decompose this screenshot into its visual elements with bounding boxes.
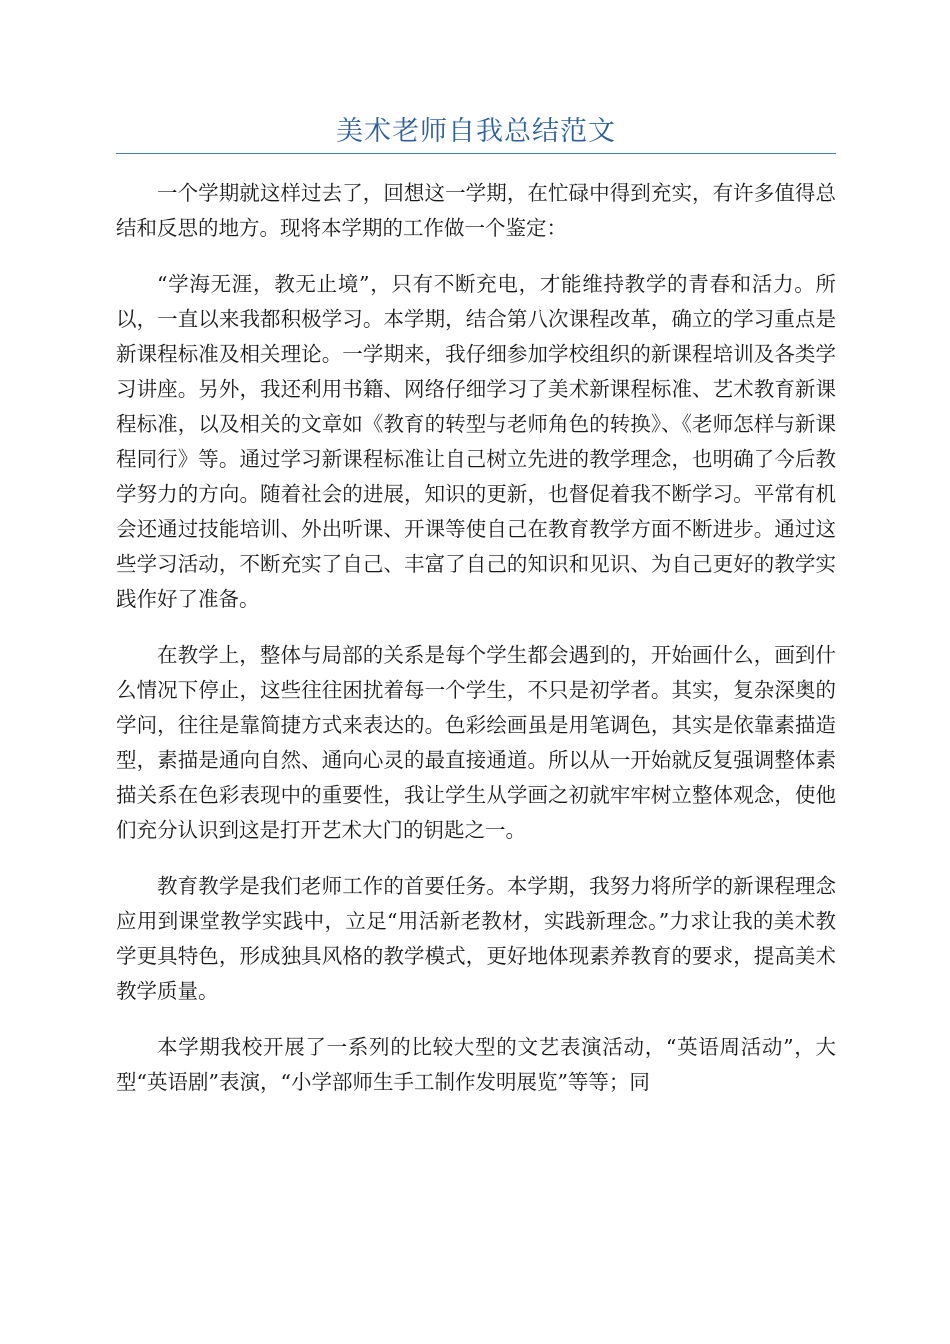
paragraph-intro: 一个学期就这样过去了，回想这一学期，在忙碌中得到充实，有许多值得总结和反思的地方。现将本学期的工作做一个鉴定：: [116, 181, 836, 240]
paragraph-education: 教育教学是我们老师工作的首要任务。本学期，我努力将所学的新课程理念应用到课堂教学实践中，立足“用活新老教材，实践新理念。”力求让我的美术教学更具特色，形成独具风格的教学模式，更好地体现素养教育的要求，提高美术教学质量。: [116, 874, 836, 1003]
paragraph-learning: “学海无涯，教无止境”，只有不断充电，才能维持教学的青春和活力。所以，一直以来我都积极学习。本学期，结合第八次课程改革，确立的学习重点是新课程标准及相关理论。一学期来，我仔细参加学校组织的新课程培训及各类学习讲座。另外，我还利用书籍、网络仔细学习了美术新课程标准、艺术教育新课程标准，以及相关的文章如《教育的转型与老师角色的转换》、《老师怎样与新课程同行》等。通过学习新课程标准让自己树立先进的教学理念，也明确了今后教学努力的方向。随着社会的进展，知识的更新，也督促着我不断学习。平常有机会还通过技能培训、外出听课、开课等使自己在教育教学方面不断进步。通过这些学习活动，不断充实了自己、丰富了自己的知识和见识、为自己更好的教学实践作好了准备。: [116, 272, 836, 611]
paragraph-teaching: 在教学上，整体与局部的关系是每个学生都会遇到的，开始画什么，画到什么情况下停止，这些往往困扰着每一个学生，不只是初学者。其实，复杂深奥的学问，往往是靠简捷方式来表达的。色彩绘画虽是用笔调色，其实是依靠素描造型，素描是通向自然、通向心灵的最直接通道。所以从一开始就反复强调整体素描关系在色彩表现中的重要性，我让学生从学画之初就牢牢树立整体观念，使他们充分认识到这是打开艺术大门的钥匙之一。: [116, 643, 836, 842]
title-underline: [116, 153, 836, 154]
document-title: 美术老师自我总结范文: [336, 116, 616, 147]
paragraph-activities: 本学期我校开展了一系列的比较大型的文艺表演活动，“英语周活动”，大型“英语剧”表演，“小学部师生手工制作发明展览”等等；同: [116, 1035, 836, 1094]
document-page: [116, 0, 836, 1100]
